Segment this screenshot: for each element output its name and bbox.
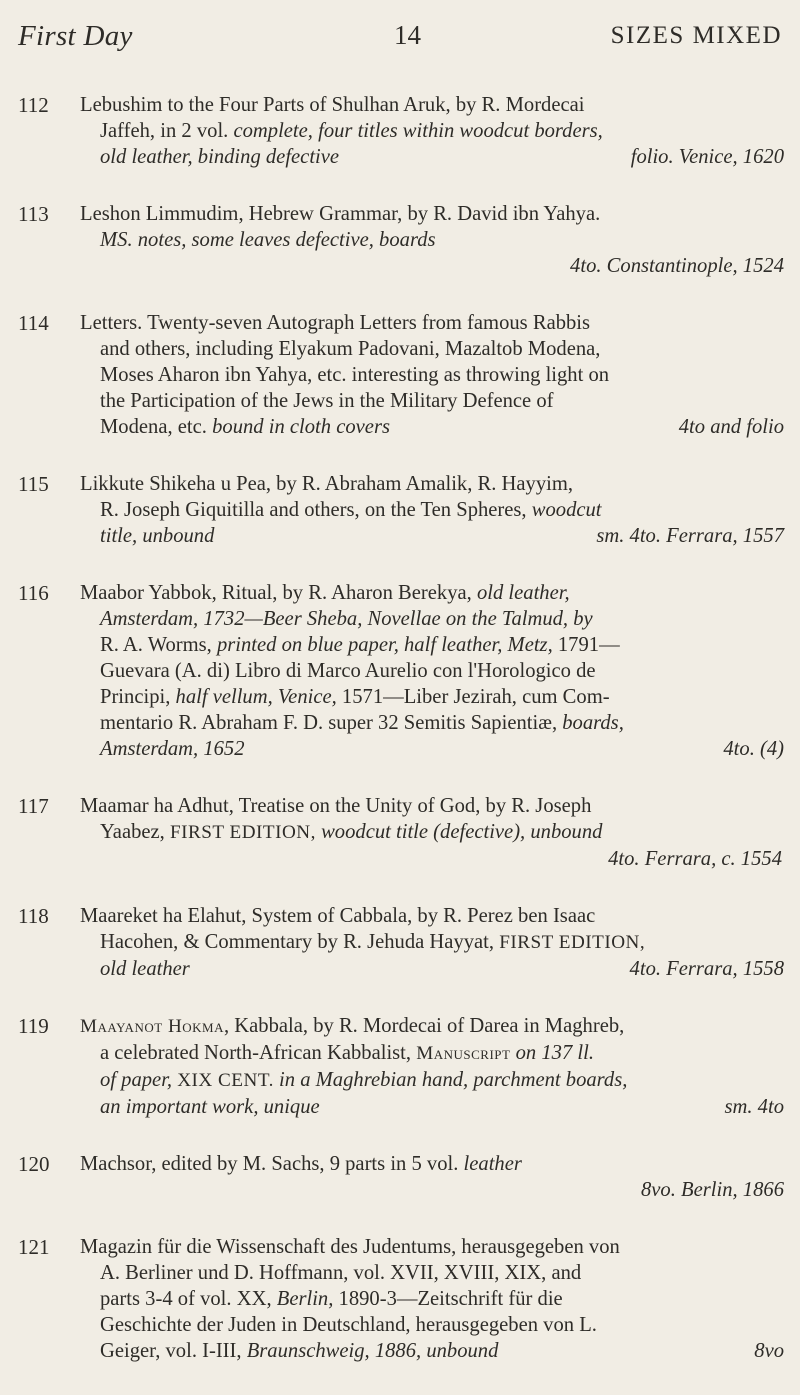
lot-line: and others, including Elyakum Padovani, Mazaltob Modena,: [100, 338, 601, 360]
lot-line: A. Berliner und D. Hoffmann, vol. XVII, XVIII, XIX, and: [100, 1262, 582, 1284]
lot-line: Amsterdam, 1732—Beer Sheba, Novellae on the Talmud, by: [100, 608, 593, 630]
lot-line: Principi, half vellum, Venice, 1571—Liber Jezirah, cum Com-: [100, 686, 610, 708]
running-head-section: SIZES MIXED: [610, 22, 782, 49]
lot-number: 113: [18, 202, 49, 226]
lot-title: Machsor, edited by M. Sachs, 9 parts in 5 vol. leather: [80, 1153, 522, 1175]
lot-line: mentario R. Abraham F. D. super 32 Semitis Sapientiæ, boards,: [100, 712, 624, 734]
lot-line: Geiger, vol. I-III, Braunschweig, 1886, unbound 8vo: [100, 1340, 784, 1362]
lot-116: [18, 580, 784, 762]
lot-114: [18, 310, 784, 440]
lot-title: Maayanot Hokma, Kabbala, by R. Mordecai of Darea in Maghreb,: [80, 1015, 625, 1037]
lot-line: MS. notes, some leaves defective, boards: [100, 229, 436, 251]
lot-121: [18, 1234, 784, 1364]
lot-120: [18, 1151, 784, 1203]
lot-line: parts 3-4 of vol. XX, Berlin, 1890-3—Zeitschrift für die: [100, 1288, 563, 1310]
lot-line: R. Joseph Giquitilla and others, on the Ten Spheres, woodcut: [100, 499, 602, 521]
lot-line: Yaabez, FIRST EDITION, woodcut title (defective), unbound: [100, 821, 603, 843]
lot-118: [18, 903, 784, 982]
lot-line: Guevara (A. di) Libro di Marco Aurelio con l'Horologico de: [100, 660, 596, 682]
lot-line: Moses Aharon ibn Yahya, etc. interesting as throwing light on: [100, 364, 610, 386]
lot-113: [18, 201, 784, 279]
lot-line: old leather 4to. Ferrara, 1558: [100, 958, 784, 980]
lot-line: an important work, unique sm. 4to: [100, 1096, 784, 1118]
lot-117: [18, 793, 784, 872]
lot-title: Maamar ha Adhut, Treatise on the Unity of God, by R. Joseph: [80, 795, 592, 817]
lot-line: 4to. Constantinople, 1524: [570, 255, 784, 277]
lot-line: title, unbound sm. 4to. Ferrara, 1557: [100, 525, 784, 547]
running-head-day: First Day: [18, 20, 133, 52]
lot-line: Geschichte der Juden in Deutschland, herausgegeben von L.: [100, 1314, 597, 1336]
lot-number: 115: [18, 472, 49, 496]
lot-119: [18, 1013, 784, 1120]
page-number: 14: [394, 20, 421, 50]
lot-title: Leshon Limmudim, Hebrew Grammar, by R. David ibn Yahya.: [80, 203, 601, 225]
lot-line: Hacohen, & Commentary by R. Jehuda Hayyat, FIRST EDITION,: [100, 931, 646, 953]
lot-115: [18, 471, 784, 549]
lot-title: Maareket ha Elahut, System of Cabbala, by R. Perez ben Isaac: [80, 905, 596, 927]
lot-line: Amsterdam, 1652 4to. (4): [100, 738, 784, 760]
lot-number: 114: [18, 311, 49, 335]
lot-number: 116: [18, 581, 49, 605]
lot-number: 121: [18, 1235, 50, 1259]
lot-title: Maabor Yabbok, Ritual, by R. Aharon Berekya, old leather,: [80, 582, 570, 604]
lot-number: 120: [18, 1152, 50, 1176]
lot-number: 118: [18, 904, 49, 928]
lot-line: R. A. Worms, printed on blue paper, half leather, Metz, 1791—: [100, 634, 620, 656]
lot-line: old leather, binding defective folio. Venice, 1620: [100, 146, 784, 168]
lot-112: [18, 92, 784, 170]
lot-number: 119: [18, 1014, 49, 1038]
lot-title: Likkute Shikeha u Pea, by R. Abraham Amalik, R. Hayyim,: [80, 473, 574, 495]
lot-number: 117: [18, 794, 49, 818]
lot-list: [18, 92, 784, 1395]
lot-line: a celebrated North-African Kabbalist, Manuscript on 137 ll.: [100, 1042, 594, 1064]
lot-line: Modena, etc. bound in cloth covers 4to and folio: [100, 416, 784, 438]
lot-title: Magazin für die Wissenschaft des Judentums, herausgegeben von: [80, 1236, 620, 1258]
lot-title: Lebushim to the Four Parts of Shulhan Aruk, by R. Mordecai: [80, 94, 585, 116]
lot-number: 112: [18, 93, 49, 117]
lot-line: Jaffeh, in 2 vol. complete, four titles within woodcut borders,: [100, 120, 603, 142]
running-head: [18, 20, 782, 60]
lot-line: 4to. Ferrara, c. 1554: [608, 848, 782, 870]
lot-line: 8vo. Berlin, 1866: [641, 1179, 784, 1201]
lot-line: of paper, XIX CENT. in a Maghrebian hand, parchment boards,: [100, 1069, 628, 1091]
lot-title: Letters. Twenty-seven Autograph Letters from famous Rabbis: [80, 312, 591, 334]
lot-line: the Participation of the Jews in the Military Defence of: [100, 390, 554, 412]
